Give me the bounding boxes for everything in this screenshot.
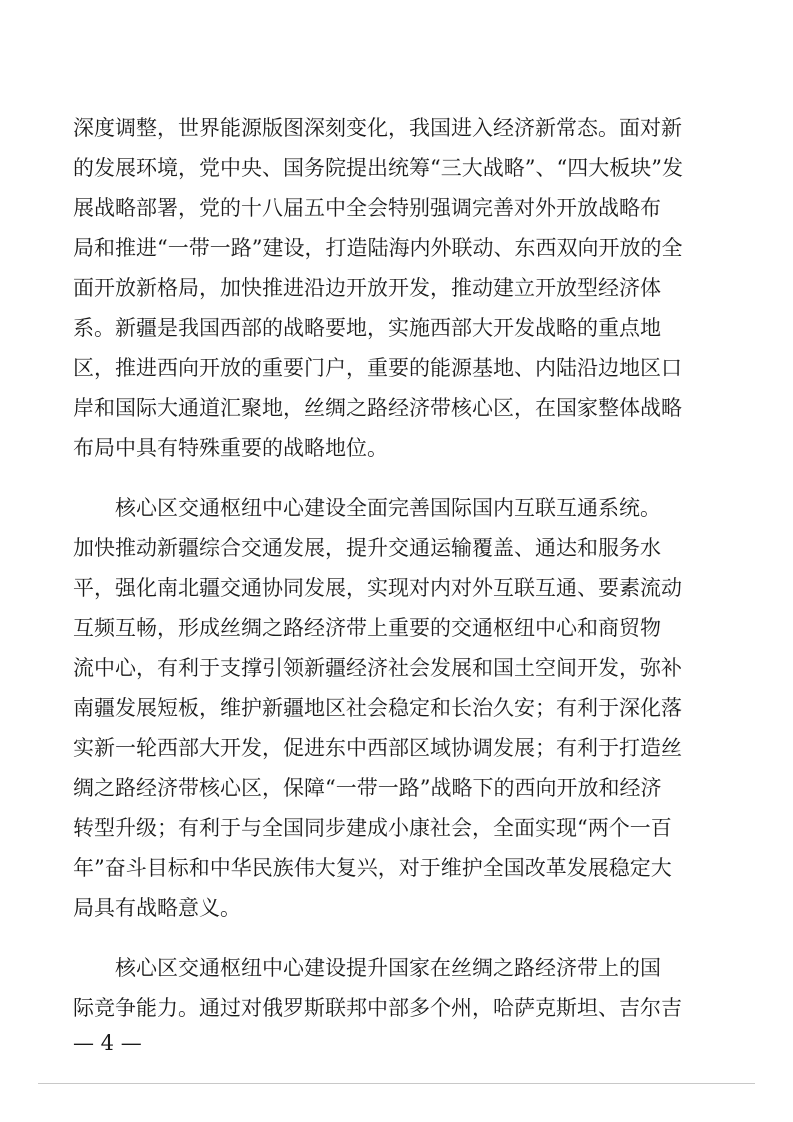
text-line: 年”奋斗目标和中华民族伟大复兴，对于维护全国改革发展稳定大 bbox=[73, 856, 672, 880]
text-line: 深度调整，世界能源版图深刻变化，我国进入经济新常态。面对新 bbox=[73, 116, 682, 140]
text-line: 区，推进西向开放的重要门户，重要的能源基地、内陆沿边地区口 bbox=[73, 356, 682, 380]
text-line: 际竞争能力。通过对俄罗斯联邦中部多个州，哈萨克斯坦、吉尔吉 bbox=[73, 996, 682, 1020]
text-line: 南疆发展短板，维护新疆地区社会稳定和长治久安；有利于深化落 bbox=[73, 696, 682, 720]
text-line: 布局中具有特殊重要的战略地位。 bbox=[73, 436, 388, 460]
text-line: 绸之路经济带核心区，保障“一带一路”战略下的西向开放和经济 bbox=[73, 776, 662, 800]
text-line: 局和推进“一带一路”建设，打造陆海内外联动、东西双向开放的全 bbox=[73, 236, 683, 260]
text-line: 实新一轮西部大开发，促进东中西部区域协调发展；有利于打造丝 bbox=[73, 736, 682, 760]
page-number: — 4 — bbox=[73, 1031, 142, 1055]
text-line: 加快推动新疆综合交通发展，提升交通运输覆盖、通达和服务水 bbox=[73, 536, 661, 560]
text-line: 互频互畅，形成丝绸之路经济带上重要的交通枢纽中心和商贸物 bbox=[73, 616, 661, 640]
text-line: 系。新疆是我国西部的战略要地，实施西部大开发战略的重点地 bbox=[73, 316, 661, 340]
text-line: 核心区交通枢纽中心建设全面完善国际国内互联互通系统。 bbox=[73, 496, 661, 520]
text-line: 局具有战略意义。 bbox=[73, 896, 241, 920]
text-line: 流中心，有利于支撑引领新疆经济社会发展和国土空间开发，弥补 bbox=[73, 656, 682, 680]
text-line: 展战略部署，党的十八届五中全会特别强调完善对外开放战略布 bbox=[73, 196, 661, 220]
text-line: 的发展环境，党中央、国务院提出统筹“三大战略”、“四大板块”发 bbox=[73, 156, 683, 180]
text-line: 核心区交通枢纽中心建设提升国家在丝绸之路经济带上的国 bbox=[73, 956, 661, 980]
text-line: 转型升级；有利于与全国同步建成小康社会，全面实现“两个一百 bbox=[73, 816, 672, 840]
text-line: 面开放新格局，加快推进沿边开放开发，推动建立开放型经济体 bbox=[73, 276, 661, 300]
text-line: 平，强化南北疆交通协同发展，实现对内对外互联互通、要素流动 bbox=[73, 576, 682, 600]
text-line: 岸和国际大通道汇聚地，丝绸之路经济带核心区，在国家整体战略 bbox=[73, 396, 682, 420]
footer-divider bbox=[38, 1083, 755, 1084]
